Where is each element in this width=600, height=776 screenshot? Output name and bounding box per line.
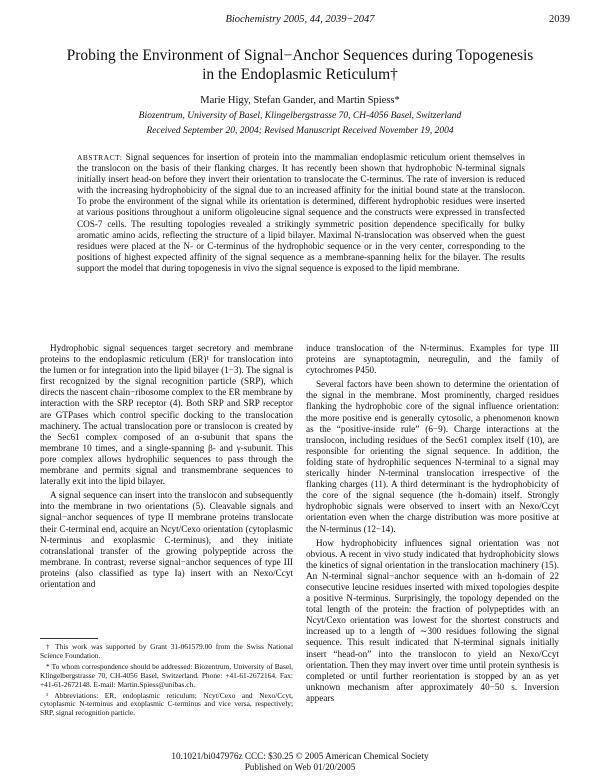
doi-copyright-line: 10.1021/bi047976z CCC: $30.25 © 2005 American Chemical Society — [171, 751, 429, 761]
footnote-funding: † This work was supported by Grant 31-061579.00 from the Swiss National Science Foundation. — [40, 642, 293, 660]
right-column — [306, 343, 559, 707]
footnote-divider — [40, 638, 98, 639]
affiliation: Biozentrum, University of Basel, Klingelbergstrasse 70, CH-4056 Basel, Switzerland — [138, 111, 462, 121]
body-paragraph: How hydrophobicity influences signal orientation was not obvious. A recent in vivo study indicated that hydrophobicity slows the kinetics of signal orientation in the translocation machinery (15). An N-terminal signal−anchor sequence with an h-domain of 22 consecutive leucine residues inserted with mixed topologies despite a positive N-terminus. Surprisingly, the topology depended on the total length of the protein: the fraction of polypeptides with an Ncyt/Cexo orientation was lowest for the shortest constructs and increased up to a length of ∼300 residues following the signal sequence. This result indicated that N-terminal signals initially insert “head-on” into the translocon to yield an Nexo/Ccyt orientation. Then they may invert over time until protein synthesis is completed or until further reorientation is stopped by an as yet unknown mechanism after approximately 40−50 s. Inversion appears — [306, 537, 559, 703]
article-title: Probing the Environment of Signal−Anchor Sequences during Topogenesis in the Endoplasmic Reticulum† — [66, 47, 534, 83]
received-dates: Received September 20, 2004; Revised Manuscript Received November 19, 2004 — [146, 126, 454, 136]
footnotes — [40, 643, 293, 720]
body-paragraph: Several factors have been shown to determine the orientation of the signal in the membrane. Most prominently, charged residues flanking the hydrophobic core of the signal influence orientation: the more positive end is generally cytosolic, a phenomenon known as the “positive-inside rule” (6−9). Charge interactions at the translocon, including residues of the Sec61 complex itself (10), are responsible for orienting the signal sequence. In addition, the folding state of hydrophilic sequences N-terminal to a signal may sterically hinder N-terminal translocation irrespective of the flanking charges (11). A third determinant is the hydrophobicity of the core of the signal sequence (the h-domain) itself. Strongly hydrophobic signals were observed to insert with an Nexo/Ccyt orientation even when the charge distribution was more positive at the N-terminus (12−14). — [306, 379, 559, 534]
publication-date-line: Published on Web 01/20/2005 — [244, 762, 356, 772]
running-header — [0, 14, 600, 28]
abstract-text: Signal sequences for insertion of protein into the mammalian endoplasmic reticulum orient themselves in the translocon on the basis of their flanking charges. It has recently been shown that hydrophobic N-terminal signals initially insert head-on before they invert their orientation to translocate the C-terminus. The rate of inversion is reduced with the increasing hydrophobicity of the signal due to an increased affinity for the initial bound state at the translocon. To probe the environment of the signal while its orientation is determined, different hydrophobic residues were inserted at various positions throughout a uniform oligoleucine signal sequence and the constructs were expressed in transfected COS-7 cells. The resulting topologies revealed a strikingly symmetric position dependence specifically for bulky aromatic amino acids, reflecting the structure of a lipid bilayer. Maximal N-translocation was observed when the guest residues were placed at the N- or C-terminus of the hydrophobic sequence or in the very center, corresponding to the positions of highest expected affinity of the signal sequence as a membrane-spanning helix for the bilayer. The results support the model that during topogenesis in vivo the signal sequence is exposed to the lipid membrane. — [77, 152, 525, 273]
left-column — [40, 343, 293, 593]
body-paragraph: induce translocation of the N-terminus. Examples for type III proteins are synaptotagmin, neuregulin, and the family of cytochromes P450. — [306, 343, 559, 376]
page-number: 2039 — [549, 14, 570, 25]
author-list: Marie Higy, Stefan Gander, and Martin Spiess* — [200, 95, 400, 106]
abstract-label: ABSTRACT: — [77, 153, 123, 162]
footnote-abbreviations: ¹ Abbreviations: ER, endoplasmic reticulum; Ncyt/Cexo and Nexo/Ccyt, cytoplasmic N-terminus and exoplasmic C-terminus and vice versa, respectively; SRP, signal recognition particle. — [40, 690, 293, 718]
body-paragraph: A signal sequence can insert into the translocon and subsequently into the membrane in two orientations (5). Cleavable signals and signal−anchor sequences of type II membrane proteins translocate their C-terminal end, acquire an Ncyt/Cexo orientation (cytoplasmic N-terminus and exoplasmic C-terminus), and they initiate cotranslational transfer of the growing polypeptide across the membrane. In contrast, reverse signal−anchor sequences of type III proteins (also classified as type Ia) insert with an Nexo/Ccyt orientation and — [40, 490, 293, 589]
footnote-correspondence: * To whom correspondence should be addressed: Biozentrum, University of Basel, Klingelbergstrasse 70, CH-4056 Basel, Switzerland. Phone: +41-61-2672164. Fax: +41-61-2672148. E-mail: Martin.Spiess@unibas.ch. — [40, 661, 293, 689]
abstract — [77, 152, 525, 274]
body-paragraph: Hydrophobic signal sequences target secretory and membrane proteins to the endoplasmic reticulum (ER)¹ for translocation into the lumen or for integration into the lipid bilayer (1−3). The signal is first recognized by the signal recognition particle (SRP), which directs the nascent chain−ribosome complex to the ER membrane by interaction with the SRP receptor (4). Both SRP and SRP receptor are GTPases which control specific docking to the translocation machinery. The actual translocation pore or translocon is created by the Sec61 complex composed of an α-subunit that spans the membrane 10 times, and a single-spanning β- and γ-subunit. This pore complex allows hydrophilic sequences to pass through the membrane and permits signal and transmembrane sequences to laterally exit into the lipid bilayer. — [40, 343, 293, 487]
journal-citation: Biochemistry 2005, 44, 2039−2047 — [225, 14, 375, 25]
